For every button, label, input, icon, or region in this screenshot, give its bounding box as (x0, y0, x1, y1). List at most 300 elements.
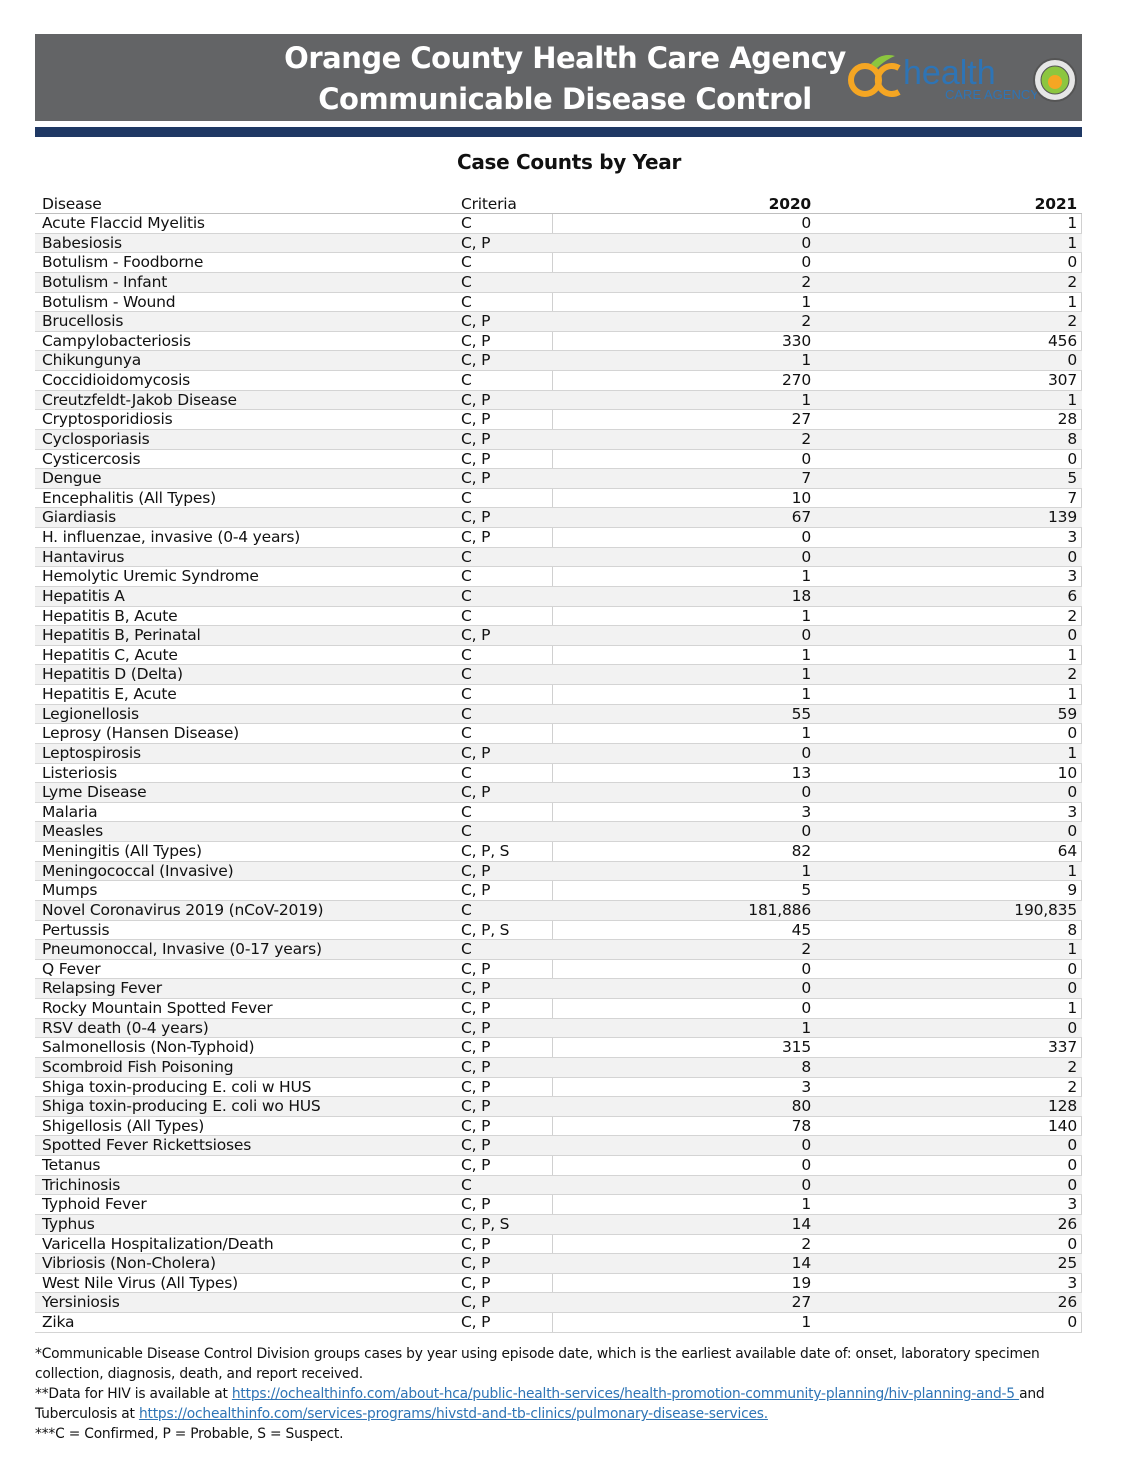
criteria-cell: C (461, 940, 472, 959)
disease-cell: Hemolytic Uremic Syndrome (42, 567, 259, 586)
count-2020-cell: 0 (801, 214, 811, 232)
table-row (35, 921, 1082, 941)
criteria-cell: C, P (461, 1273, 491, 1292)
disease-cell: Encephalitis (All Types) (42, 488, 216, 507)
case-counts-table (35, 192, 1082, 1333)
hiv-planning-link[interactable]: https://ochealthinfo.com/about-hca/public-health-services/health-promotion-community-planning/hiv-planning-and-5 (231, 1386, 1020, 1402)
table-row (35, 1078, 1082, 1098)
table-row (35, 312, 1082, 332)
table-row (35, 332, 1082, 352)
disease-cell: Yersiniosis (42, 1293, 120, 1312)
count-2020-cell: 1 (801, 645, 811, 664)
count-2020-cell: 2 (801, 1234, 811, 1253)
disease-cell: Meningitis (All Types) (42, 842, 202, 860)
table-row (35, 1156, 1082, 1176)
table-row (35, 842, 1082, 862)
count-2020-cell: 14 (791, 1214, 811, 1233)
header-disease: Disease (42, 195, 102, 213)
count-2021-cell: 1 (1067, 861, 1077, 880)
count-2021-cell: 2 (1067, 312, 1077, 331)
count-2021-cell: 139 (1048, 508, 1077, 527)
criteria-cell: C, P (461, 1156, 491, 1174)
count-2021-cell: 1 (1067, 233, 1077, 252)
disease-cell: Mumps (42, 881, 98, 900)
count-2020-cell: 1 (801, 685, 811, 703)
disease-cell: Q Fever (42, 959, 101, 978)
criteria-cell: C, P (461, 999, 491, 1017)
count-2021-cell: 2 (1067, 272, 1077, 291)
count-2021-cell: 26 (1057, 1293, 1077, 1312)
table-row (35, 1195, 1082, 1215)
count-2020-cell: 1 (801, 390, 811, 409)
count-2020-cell: 330 (782, 331, 811, 350)
count-2020-cell: 0 (801, 233, 811, 252)
criteria-cell: C (461, 586, 472, 605)
count-2020-cell: 67 (791, 508, 811, 527)
table-row (35, 646, 1082, 666)
count-2020-cell: 0 (801, 253, 811, 272)
disease-cell: Lyme Disease (42, 783, 147, 802)
count-2021-cell: 1 (1067, 999, 1077, 1017)
table-row (35, 273, 1082, 293)
count-2020-cell: 78 (791, 1116, 811, 1135)
table-row (35, 979, 1082, 999)
count-2021-cell: 2 (1067, 1077, 1077, 1096)
disease-cell: Coccidioidomycosis (42, 371, 191, 389)
disease-cell: Hepatitis D (Delta) (42, 665, 183, 684)
criteria-cell: C, P (461, 508, 491, 527)
count-2020-cell: 27 (791, 410, 811, 429)
table-row (35, 489, 1082, 509)
count-2020-cell: 1 (801, 724, 811, 743)
count-2021-cell: 1 (1067, 390, 1077, 409)
table-row (35, 665, 1082, 685)
criteria-cell: C, P (461, 410, 491, 429)
criteria-cell: C (461, 292, 472, 311)
criteria-cell: C, P (461, 743, 491, 762)
count-2021-cell: 1 (1067, 743, 1077, 762)
count-2020-cell: 0 (801, 959, 811, 978)
footnote-criteria-legend: ***C = Confirmed, P = Probable, S = Suspect. (35, 1426, 344, 1442)
criteria-cell: C, P (461, 469, 491, 488)
table-row (35, 508, 1082, 528)
criteria-cell: C, P (461, 429, 491, 448)
count-2021-cell: 3 (1067, 1273, 1077, 1292)
disease-cell: Hepatitis B, Acute (42, 606, 178, 625)
criteria-cell: C, P (461, 331, 491, 350)
disease-cell: Acute Flaccid Myelitis (42, 214, 205, 232)
criteria-cell: C (461, 822, 472, 841)
table-row (35, 253, 1082, 273)
criteria-cell: C, P (461, 351, 491, 370)
header-year-2021: 2021 (1034, 195, 1077, 213)
count-2021-cell: 5 (1067, 469, 1077, 488)
count-2020-cell: 0 (801, 783, 811, 802)
criteria-cell: C (461, 253, 472, 272)
count-2021-cell: 64 (1057, 842, 1077, 860)
criteria-cell: C (461, 214, 472, 232)
table-row (35, 940, 1082, 960)
count-2021-cell: 3 (1067, 802, 1077, 821)
table-row (35, 1176, 1082, 1196)
criteria-cell: C (461, 1175, 472, 1194)
footnote-tb-prefix: Tuberculosis at (35, 1406, 139, 1422)
count-2021-cell: 3 (1067, 528, 1077, 546)
count-2021-cell: 0 (1067, 1313, 1077, 1331)
table-row (35, 999, 1082, 1019)
count-2021-cell: 0 (1067, 979, 1077, 998)
count-2020-cell: 5 (801, 881, 811, 900)
criteria-cell: C, P (461, 959, 491, 978)
count-2020-cell: 19 (791, 1273, 811, 1292)
count-2021-cell: 8 (1067, 920, 1077, 939)
disease-cell: Campylobacteriosis (42, 331, 191, 350)
table-row (35, 410, 1082, 430)
criteria-cell: C, P, S (461, 1214, 510, 1233)
criteria-cell: C, P (461, 1136, 491, 1155)
criteria-cell: C, P (461, 1195, 491, 1214)
table-row (35, 1215, 1082, 1235)
count-2021-cell: 140 (1048, 1116, 1077, 1135)
criteria-cell: C, P (461, 1038, 491, 1057)
disease-cell: Typhus (42, 1214, 95, 1233)
criteria-cell: C, P (461, 449, 491, 468)
count-2021-cell: 1 (1067, 214, 1077, 232)
table-row (35, 901, 1082, 921)
table-row (35, 705, 1082, 725)
disease-cell: Measles (42, 822, 104, 841)
table-row (35, 351, 1082, 371)
oc-health-logo-icon (841, 44, 1077, 114)
criteria-cell: C, P (461, 390, 491, 409)
count-2020-cell: 14 (791, 1254, 811, 1273)
criteria-cell: C, P (461, 1077, 491, 1096)
footnotes (35, 1344, 1082, 1444)
table-row (35, 607, 1082, 627)
count-2021-cell: 337 (1048, 1038, 1077, 1057)
count-2020-cell: 1 (801, 606, 811, 625)
criteria-cell: C (461, 763, 472, 782)
count-2021-cell: 0 (1067, 822, 1077, 841)
count-2020-cell: 181,886 (748, 900, 811, 919)
table-row (35, 685, 1082, 705)
table-row (35, 822, 1082, 842)
criteria-cell: C, P (461, 312, 491, 331)
svg-text:CARE AGENCY: CARE AGENCY (945, 87, 1039, 102)
disease-cell: Malaria (42, 802, 98, 821)
criteria-cell: C (461, 685, 472, 703)
table-row (35, 528, 1082, 548)
disease-cell: Cryptosporidiosis (42, 410, 173, 429)
table-row (35, 960, 1082, 980)
disease-cell: Trichinosis (42, 1175, 121, 1194)
count-2020-cell: 80 (791, 1097, 811, 1116)
count-2020-cell: 2 (801, 429, 811, 448)
count-2021-cell: 0 (1067, 351, 1077, 370)
disease-cell: Salmonellosis (Non-Typhoid) (42, 1038, 255, 1057)
disease-cell: Hepatitis A (42, 586, 125, 605)
criteria-cell: C (461, 704, 472, 723)
footnote-episode-date: *Communicable Disease Control Division groups cases by year using episode date, which is the earliest available date of: onset, laboratory specimen collection, diagnosis, death, and report received. (35, 1346, 1040, 1382)
count-2020-cell: 2 (801, 312, 811, 331)
count-2021-cell: 3 (1067, 567, 1077, 586)
count-2020-cell: 27 (791, 1293, 811, 1312)
count-2021-cell: 2 (1067, 1057, 1077, 1076)
count-2021-cell: 456 (1048, 331, 1077, 350)
criteria-cell: C (461, 371, 472, 389)
count-2020-cell: 1 (801, 1195, 811, 1214)
disease-cell: Hepatitis E, Acute (42, 685, 177, 703)
count-2021-cell: 0 (1067, 547, 1077, 566)
criteria-cell: C (461, 606, 472, 625)
disease-cell: Spotted Fever Rickettsioses (42, 1136, 252, 1155)
count-2021-cell: 7 (1067, 488, 1077, 507)
disease-cell: Novel Coronavirus 2019 (nCoV-2019) (42, 900, 324, 919)
table-row (35, 1293, 1082, 1313)
count-2021-cell: 128 (1048, 1097, 1077, 1116)
count-2020-cell: 3 (801, 802, 811, 821)
table-row (35, 744, 1082, 764)
criteria-cell: C, P (461, 233, 491, 252)
table-row (35, 1274, 1082, 1294)
disease-cell: Brucellosis (42, 312, 124, 331)
count-2020-cell: 0 (801, 1136, 811, 1155)
count-2021-cell: 26 (1057, 1214, 1077, 1233)
count-2021-cell: 28 (1057, 410, 1077, 429)
disease-cell: West Nile Virus (All Types) (42, 1273, 238, 1292)
table-row (35, 450, 1082, 470)
criteria-cell: C (461, 802, 472, 821)
criteria-cell: C, P (461, 1057, 491, 1076)
table-row (35, 1235, 1082, 1255)
table-row (35, 391, 1082, 411)
table-row (35, 1254, 1082, 1274)
criteria-cell: C, P (461, 1313, 491, 1331)
count-2020-cell: 0 (801, 999, 811, 1017)
disease-cell: Leptospirosis (42, 743, 141, 762)
disease-cell: Pneumonoccal, Invasive (0-17 years) (42, 940, 322, 959)
disease-cell: Babesiosis (42, 233, 122, 252)
count-2021-cell: 0 (1067, 253, 1077, 272)
count-2021-cell: 6 (1067, 586, 1077, 605)
count-2021-cell: 0 (1067, 1234, 1077, 1253)
table-row (35, 1058, 1082, 1078)
criteria-cell: C (461, 724, 472, 743)
criteria-cell: C, P (461, 1293, 491, 1312)
criteria-cell: C, P (461, 1018, 491, 1037)
count-2020-cell: 1 (801, 665, 811, 684)
disease-cell: Rocky Mountain Spotted Fever (42, 999, 273, 1017)
table-row (35, 371, 1082, 391)
footnote-and: and (1019, 1386, 1045, 1402)
count-2021-cell: 0 (1067, 626, 1077, 645)
header-divider-bar (35, 127, 1082, 137)
criteria-cell: C, P (461, 861, 491, 880)
disease-cell: Creutzfeldt-Jakob Disease (42, 390, 237, 409)
count-2020-cell: 0 (801, 743, 811, 762)
criteria-cell: C, P (461, 1254, 491, 1273)
criteria-cell: C, P (461, 1116, 491, 1135)
disease-cell: Botulism - Foodborne (42, 253, 204, 272)
count-2020-cell: 1 (801, 351, 811, 370)
count-2021-cell: 10 (1057, 763, 1077, 782)
disease-cell: Varicella Hospitalization/Death (42, 1234, 274, 1253)
table-row (35, 862, 1082, 882)
table-row (35, 881, 1082, 901)
table-row (35, 1038, 1082, 1058)
disease-cell: Botulism - Infant (42, 272, 168, 291)
count-2020-cell: 0 (801, 626, 811, 645)
criteria-cell: C (461, 488, 472, 507)
count-2020-cell: 1 (801, 292, 811, 311)
count-2021-cell: 9 (1067, 881, 1077, 900)
disease-cell: Shiga toxin-producing E. coli w HUS (42, 1077, 312, 1096)
disease-cell: Meningococcal (Invasive) (42, 861, 234, 880)
table-row (35, 469, 1082, 489)
count-2020-cell: 1 (801, 567, 811, 586)
count-2020-cell: 0 (801, 1156, 811, 1174)
count-2021-cell: 0 (1067, 783, 1077, 802)
criteria-cell: C, P, S (461, 842, 510, 860)
disease-cell: Pertussis (42, 920, 110, 939)
criteria-cell: C (461, 900, 472, 919)
table-row (35, 1019, 1082, 1039)
count-2020-cell: 2 (801, 272, 811, 291)
disease-cell: Shiga toxin-producing E. coli wo HUS (42, 1097, 321, 1116)
disease-cell: Typhoid Fever (42, 1195, 147, 1214)
count-2020-cell: 10 (791, 488, 811, 507)
count-2020-cell: 18 (791, 586, 811, 605)
count-2021-cell: 0 (1067, 724, 1077, 743)
count-2020-cell: 315 (782, 1038, 811, 1057)
table-row (35, 567, 1082, 587)
count-2020-cell: 0 (801, 822, 811, 841)
count-2021-cell: 1 (1067, 645, 1077, 664)
count-2020-cell: 0 (801, 547, 811, 566)
count-2021-cell: 190,835 (1014, 900, 1077, 919)
header-year-2020: 2020 (768, 195, 811, 213)
table-row (35, 234, 1082, 254)
criteria-cell: C, P (461, 626, 491, 645)
count-2020-cell: 2 (801, 940, 811, 959)
criteria-cell: C (461, 567, 472, 586)
criteria-cell: C (461, 272, 472, 291)
table-header-row (35, 192, 1082, 214)
footnote-hiv-prefix: **Data for HIV is available at (35, 1386, 232, 1402)
disease-cell: Zika (42, 1313, 75, 1331)
count-2021-cell: 3 (1067, 1195, 1077, 1214)
count-2020-cell: 55 (791, 704, 811, 723)
count-2021-cell: 1 (1067, 292, 1077, 311)
table-row (35, 1136, 1082, 1156)
table-row (35, 548, 1082, 568)
count-2021-cell: 0 (1067, 1156, 1077, 1174)
table-row (35, 803, 1082, 823)
oc-health-logo (841, 44, 1077, 114)
count-2020-cell: 82 (791, 842, 811, 860)
table-row (35, 1097, 1082, 1117)
disease-cell: RSV death (0-4 years) (42, 1018, 209, 1037)
disease-cell: Giardiasis (42, 508, 117, 527)
header-title-line2: Communicable Disease Control (318, 82, 812, 116)
count-2021-cell: 307 (1048, 371, 1077, 389)
criteria-cell: C, P (461, 979, 491, 998)
svg-text:health: health (903, 54, 996, 92)
disease-cell: Listeriosis (42, 763, 118, 782)
criteria-cell: C, P (461, 1097, 491, 1116)
count-2020-cell: 1 (801, 861, 811, 880)
table-body (35, 214, 1082, 1333)
count-2021-cell: 2 (1067, 606, 1077, 625)
disease-cell: Botulism - Wound (42, 292, 176, 311)
table-row (35, 1313, 1082, 1333)
count-2021-cell: 0 (1067, 449, 1077, 468)
count-2020-cell: 270 (782, 371, 811, 389)
count-2020-cell: 45 (791, 920, 811, 939)
criteria-cell: C, P (461, 881, 491, 900)
criteria-cell: C, P (461, 783, 491, 802)
table-row (35, 214, 1082, 234)
count-2020-cell: 0 (801, 528, 811, 546)
criteria-cell: C (461, 665, 472, 684)
table-row (35, 626, 1082, 646)
count-2020-cell: 7 (801, 469, 811, 488)
count-2021-cell: 25 (1057, 1254, 1077, 1273)
count-2021-cell: 0 (1067, 1175, 1077, 1194)
count-2020-cell: 1 (801, 1313, 811, 1331)
disease-cell: Legionellosis (42, 704, 139, 723)
tb-clinics-link[interactable]: https://ochealthinfo.com/services-programs/hivstd-and-tb-clinics/pulmonary-disease-services. (138, 1406, 768, 1422)
count-2021-cell: 0 (1067, 959, 1077, 978)
header-title-line1: Orange County Health Care Agency (284, 41, 846, 75)
disease-cell: Cysticercosis (42, 449, 141, 468)
page-title: Case Counts by Year (456, 150, 682, 174)
count-2021-cell: 2 (1067, 665, 1077, 684)
criteria-cell: C, P, S (461, 920, 510, 939)
disease-cell: Vibriosis (Non-Cholera) (42, 1254, 216, 1273)
count-2020-cell: 13 (791, 763, 811, 782)
disease-cell: Dengue (42, 469, 102, 488)
table-row (35, 764, 1082, 784)
table-row (35, 293, 1082, 313)
count-2021-cell: 1 (1067, 685, 1077, 703)
table-row (35, 587, 1082, 607)
count-2021-cell: 59 (1057, 704, 1077, 723)
criteria-cell: C, P (461, 528, 491, 546)
count-2020-cell: 1 (801, 1018, 811, 1037)
disease-cell: Relapsing Fever (42, 979, 162, 998)
count-2020-cell: 0 (801, 1175, 811, 1194)
count-2020-cell: 0 (801, 979, 811, 998)
disease-cell: H. influenzae, invasive (0-4 years) (42, 528, 301, 546)
count-2021-cell: 1 (1067, 940, 1077, 959)
count-2021-cell: 0 (1067, 1136, 1077, 1155)
page-header (35, 34, 1082, 121)
count-2020-cell: 0 (801, 449, 811, 468)
table-row (35, 783, 1082, 803)
footnote-data-links (35, 1384, 1082, 1424)
disease-cell: Leprosy (Hansen Disease) (42, 724, 240, 743)
count-2021-cell: 0 (1067, 1018, 1077, 1037)
disease-cell: Hepatitis B, Perinatal (42, 626, 201, 645)
criteria-cell: C (461, 645, 472, 664)
disease-cell: Shigellosis (All Types) (42, 1116, 205, 1135)
criteria-cell: C, P (461, 1234, 491, 1253)
table-row (35, 1117, 1082, 1137)
disease-cell: Scombroid Fish Poisoning (42, 1057, 234, 1076)
criteria-cell: C (461, 547, 472, 566)
disease-cell: Hantavirus (42, 547, 125, 566)
